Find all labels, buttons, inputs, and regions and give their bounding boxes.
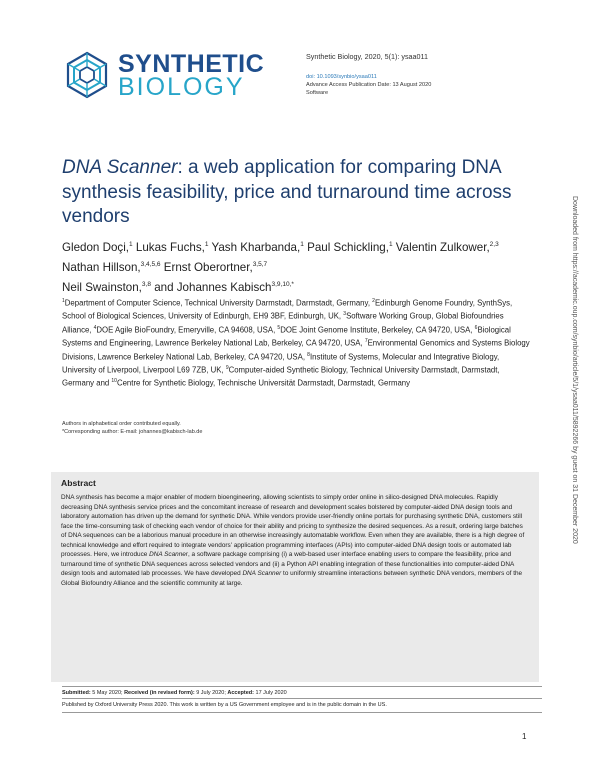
doi-link[interactable]: doi: 10.1093/synbio/ysaa011 [306, 74, 377, 80]
abstract-body [61, 493, 529, 588]
journal-citation: Synthetic Biology, 2020, 5(1): ysaa011 [306, 52, 428, 61]
affiliations [62, 296, 532, 390]
abstract-tool-name: DNA Scanner [242, 570, 282, 578]
revised-label: Received (in revised form): [124, 690, 195, 696]
affiliation-marker: 5 [277, 324, 281, 331]
article-type: Software [306, 90, 329, 96]
corresponding-author-note: *Corresponding author: E-mail: johannes@kabisch-lab.de [62, 429, 203, 435]
abstract-text: , a software package comprising (i) a web-based user interface enabling users to compare the feasibility, price and turnaround time of synthetic DNA sequences across selected vendors and (ii) a Python API enabling integration of these functionalities into computer-aided DNA design tools and automated lab processes. We have developed [61, 551, 514, 578]
author-affiliation-marker: 1 [388, 241, 393, 248]
affiliation-marker: 1 [62, 298, 65, 304]
affiliation-marker: 9 [225, 364, 229, 371]
submitted-date: 5 May 2020; [90, 690, 125, 696]
author-notes [62, 420, 202, 436]
equal-contribution-note: Authors in alphabetical order contributed equally. [62, 421, 181, 427]
publisher-note: Published by Oxford University Press 2020. This work is written by a US Government employee and is in the public domain in the US. [62, 702, 387, 708]
journal-logo [62, 50, 292, 102]
divider-top [62, 686, 542, 687]
abstract-box [51, 472, 539, 682]
author-list [62, 236, 502, 296]
affiliation-marker: 2 [372, 298, 375, 304]
affiliation-text: DOE Joint Genome Institute, Berkeley, CA 94720, USA, [280, 325, 475, 335]
divider-middle [62, 698, 542, 699]
affiliation-text: Department of Computer Science, Technical University Darmstadt, Darmstadt, Germany, [64, 298, 373, 308]
author-name: Yash Kharbanda, [211, 240, 301, 254]
author-name: Nathan Hillson, [62, 260, 141, 274]
revised-date: 9 July 2020; [194, 690, 228, 696]
affiliation-marker: 6 [474, 324, 478, 331]
affiliation-text: Environmental Genomics and Systems Biology Divisions, Lawrence Berkeley National Lab, Berkeley, CA 94720, USA, [62, 338, 530, 362]
affiliation-marker: 8 [307, 351, 310, 358]
accepted-date: 17 July 2020 [253, 690, 287, 696]
download-watermark-text: Downloaded from https://academic.oup.com/synbio/article/5/1/ysaa011/5892266 by guest on 31 December 2020 [571, 196, 578, 544]
accepted-label: Accepted: [227, 690, 254, 696]
title-rest: : a web application for comparing DNA synthesis feasibility, price and turnaround time across vendors [62, 157, 512, 227]
article-title [62, 156, 522, 230]
submitted-label: Submitted: [62, 690, 91, 696]
author-name: Ernst Oberortner, [163, 260, 253, 274]
author-affiliation-marker: 3,8 [141, 280, 151, 288]
author-name: Neil Swainston, [62, 280, 142, 294]
affiliation-text: Software Working Group, Global Biofoundries Alliance, [62, 311, 504, 335]
author-affiliation-marker: 2,3 [489, 241, 499, 248]
download-watermark [566, 196, 578, 596]
affiliation-text: Institute of Systems, Molecular and Integrative Biology, University of Liverpool, Liverpool L69 7ZB, UK, [62, 352, 500, 375]
abstract-heading: Abstract [61, 478, 96, 488]
affiliation-text: DOE Agile BioFoundry, Emeryville, CA 94608, USA, [96, 325, 278, 335]
author-name: and Johannes Kabisch [154, 280, 272, 294]
author-name: Gledon Doçi, [62, 240, 130, 254]
author-affiliation-marker: 3,5,7 [252, 260, 268, 268]
logo-line-biology: BIOLOGY [118, 73, 245, 101]
author-affiliation-marker: 3,4,5,6 [140, 260, 161, 268]
affiliation-text: Edinburgh Genome Foundry, SynthSys, School of Biological Sciences, University of Edinburgh, EH9 3BF, Edinburgh, UK, [62, 298, 513, 321]
page-number: 1 [522, 732, 527, 741]
advance-access-date: Advance Access Publication Date: 13 August 2020 [306, 82, 432, 88]
abstract-text: to uniformly streamline interactions between synthetic DNA vendors, members of the Global Biofoundry Alliance and the scientific community at large. [61, 570, 523, 587]
submission-dates [62, 690, 287, 696]
author-affiliation-marker: 1 [204, 241, 209, 248]
affiliation-marker: 7 [364, 338, 368, 345]
author-name: Lukas Fuchs, [135, 240, 205, 254]
logo-line-synthetic: SYNTHETIC [118, 50, 265, 78]
author-name: Valentin Zulkower, [395, 240, 490, 254]
title-tool-name: DNA Scanner [62, 157, 178, 178]
affiliation-text: Computer-aided Synthetic Biology, Technical University Darmstadt, Darmstadt, Germany and [62, 365, 500, 388]
author-affiliation-marker: 3,9,10,* [271, 280, 294, 288]
affiliation-text: Centre for Synthetic Biology, Technische Universität Darmstadt, Darmstadt, Germany [116, 378, 411, 388]
divider-bottom [62, 712, 542, 713]
affiliation-marker: 4 [93, 324, 97, 331]
abstract-text: DNA synthesis has become a major enabler of modern bioengineering, allowing scientists to simply order online in silico-designed DNA molecules. Rapidly decreasing DNA synthesis service prices and the concomitant increase of research and development scales bolstered by computer-aided DNA design tools and laboratory automation has driven up the demand for synthetic DNA. While vendors provide user-friendly online portals for purchasing synthetic DNA, customers still face the time-consuming task of checking each vendor of choice for their ability and pricing to synthesize the desired sequences. As a result, ordering large batches of DNA sequences can be a laborious manual procedure in an otherwise increasingly automatable workflow. Even when they are available, there is a high degree of technical knowledge and effort required to integrate vendors' application programming interfaces (APIs) into computer-aided DNA design tools or automated lab processes. Here, we introduce [61, 494, 525, 559]
author-affiliation-marker: 1 [300, 241, 304, 248]
hexagon-logo-icon [62, 50, 112, 100]
abstract-tool-name: DNA Scanner [149, 551, 188, 559]
author-name: Paul Schickling, [307, 240, 389, 254]
affiliation-marker: 3 [343, 311, 347, 318]
author-affiliation-marker: 1 [129, 241, 133, 248]
affiliation-text: Biological Systems and Engineering, Lawrence Berkeley National Lab, Berkeley, CA 94720, USA, [62, 325, 511, 348]
affiliation-marker: 10 [111, 378, 117, 385]
